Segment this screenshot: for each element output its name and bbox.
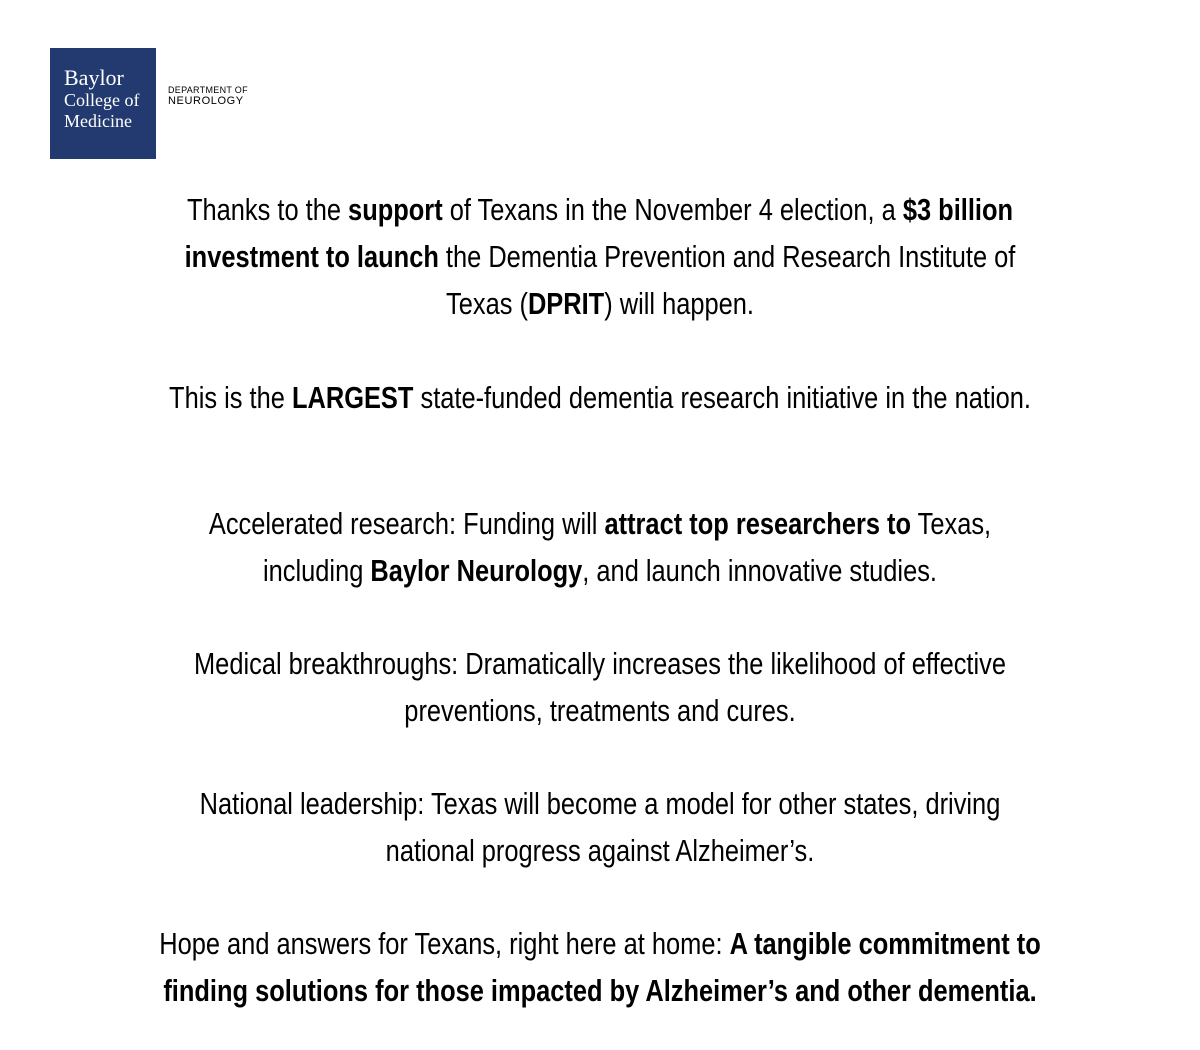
logo-line-1: Baylor xyxy=(64,65,124,90)
p1-text-1: Thanks to the xyxy=(186,192,349,227)
p1-text-3: the Dementia Prevention and Research Institute of Texas ( xyxy=(438,239,1016,321)
p2-text-2: state-funded dementia research initiative in the nation. xyxy=(413,380,1031,415)
p3-text-2: Texas, including xyxy=(263,506,992,588)
p6-text-1: Hope and answers for Texans, right here at home: xyxy=(159,926,730,961)
announcement-body xyxy=(157,186,1043,1014)
p1-bold-3: DPRIT xyxy=(527,286,605,321)
p3-bold-2: Baylor Neurology xyxy=(370,553,583,588)
paragraph-accelerated-research xyxy=(157,500,1043,594)
p6-bold-1: A tangible commitment to finding solutions for those impacted by Alzheimer’s and other dementia. xyxy=(163,926,1041,1008)
department-label xyxy=(168,85,248,109)
p1-bold-1: support xyxy=(348,192,443,227)
p1-text-4: ) will happen. xyxy=(604,286,754,321)
p3-text-1: Accelerated research: Funding will xyxy=(208,506,605,541)
logo-line-2: College of xyxy=(64,90,140,110)
department-line-2: NEUROLOGY xyxy=(168,95,244,108)
logo-line-3: Medicine xyxy=(64,111,132,131)
department-line-1: DEPARTMENT OF xyxy=(168,84,248,95)
paragraph-hope-and-answers xyxy=(157,920,1043,1014)
p1-text-2: of Texans in the November 4 election, a xyxy=(442,192,903,227)
paragraph-intro xyxy=(157,186,1043,327)
p1-bold-2: $3 billion investment to launch xyxy=(184,192,1014,274)
p2-bold-1: LARGEST xyxy=(291,380,414,415)
p5-text-1: National leadership: Texas will become a model for other states, driving national progress against Alzheimer’s. xyxy=(199,786,1001,868)
paragraph-national-leadership xyxy=(157,780,1043,874)
p4-text-1: Medical breakthroughs: Dramatically increases the likelihood of effective preventions, treatments and cures. xyxy=(194,646,1006,728)
header xyxy=(50,48,248,159)
p3-text-3: , and launch innovative studies. xyxy=(582,553,937,588)
baylor-logo xyxy=(50,48,156,159)
p3-bold-1: attract top researchers to xyxy=(604,506,912,541)
p2-text-1: This is the xyxy=(169,380,292,415)
paragraph-largest xyxy=(157,374,1043,421)
paragraph-medical-breakthroughs xyxy=(157,640,1043,734)
